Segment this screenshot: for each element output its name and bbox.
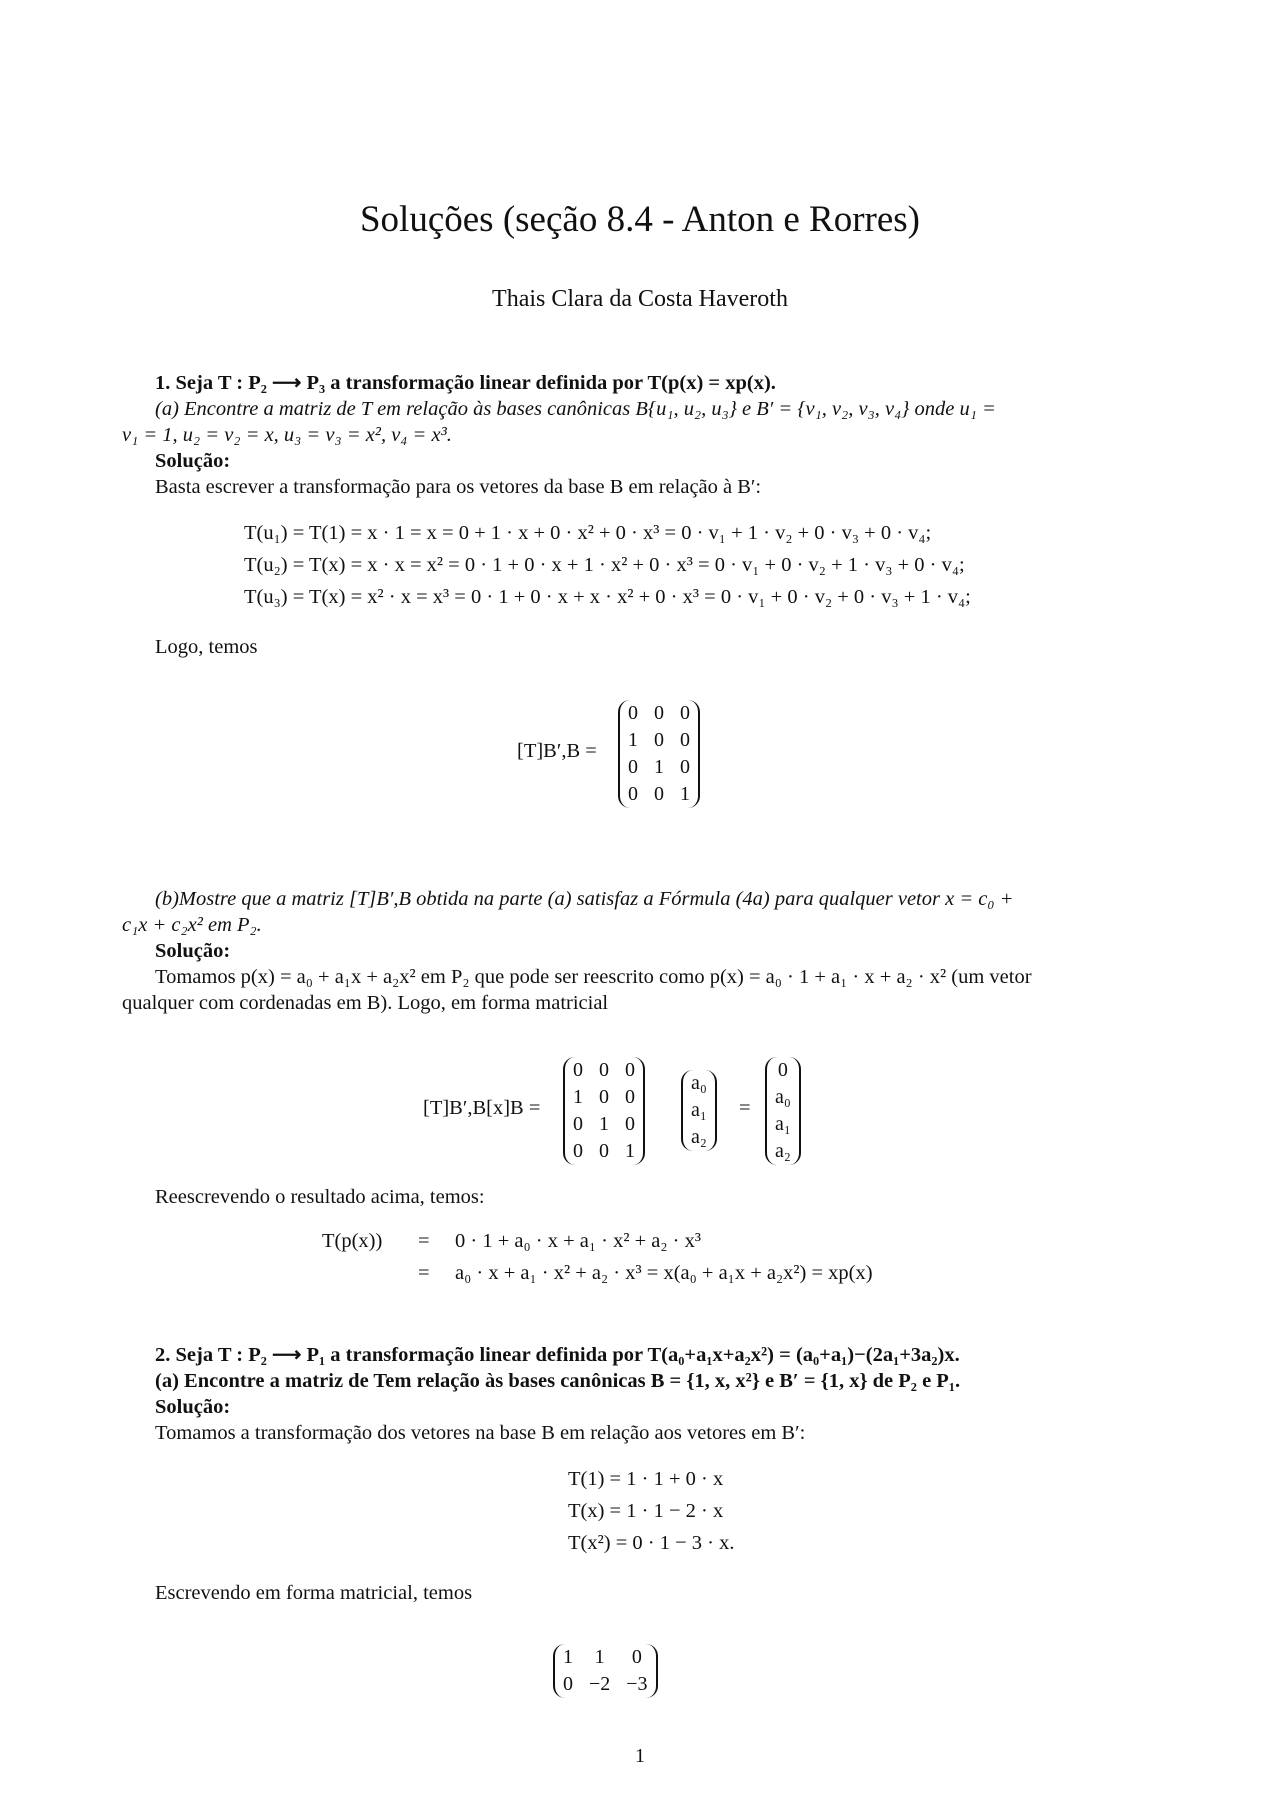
- q2-eq3: T(x²) = 0 · 1 − 3 · x.: [568, 1532, 735, 1554]
- q1b-matrix-cell: 1: [573, 1086, 583, 1108]
- page-number: 1: [635, 1745, 645, 1767]
- q1b-matrix: [565, 1057, 643, 1165]
- q2-matrix: [555, 1644, 656, 1698]
- q1b-result-vector-cell: a₂: [775, 1140, 791, 1162]
- q1b-label: [T]B′,B[x]B =: [423, 1097, 541, 1119]
- matrix-right-paren: [686, 700, 700, 808]
- q1b-matrix-cell: 0: [599, 1059, 609, 1081]
- vector-right-paren: [787, 1057, 801, 1165]
- q1a-line2: v₁ = 1, u₂ = v₂ = x, u₃ = v₃ = x², v₄ = x³.: [122, 424, 452, 446]
- q1b-matrix-cell: 0: [573, 1113, 583, 1135]
- q1b-result-vector-cell: a₀: [775, 1086, 791, 1108]
- q1b-line2: c₁x + c₂x² em P₂.: [122, 914, 262, 936]
- q1-solution-label: Solução:: [155, 450, 231, 472]
- q1b-coef-vector-cell: a₀: [691, 1072, 707, 1094]
- q1b-line1: (b)Mostre que a matriz [T]B′,B obtida na parte (a) satisfaz a Fórmula (4a) para qualquer vetor x = c₀ +: [155, 888, 1014, 910]
- q1-matrix-cell: 0: [628, 783, 638, 805]
- q1-matrix-cell: 0: [680, 729, 690, 751]
- q1b-matrix-cell: 0: [573, 1140, 583, 1162]
- q1-matrix-label: [T]B′,B =: [517, 740, 597, 762]
- q1b-matrix-cell: 1: [625, 1140, 635, 1162]
- q2-matrix-cell: −2: [589, 1673, 611, 1695]
- vector-right-paren: [703, 1070, 717, 1151]
- q2-matrix-cell: 0: [631, 1646, 642, 1668]
- matrix-left-paren: [563, 1057, 577, 1165]
- q2a-line: (a) Encontre a matriz de Tem relação às bases canônicas B = {1, x, x²} e B′ = {1, x} de P₂ e P₁.: [155, 1370, 961, 1392]
- q1-rewrite: Reescrevendo o resultado acima, temos:: [155, 1186, 485, 1208]
- q2-matrix-row: [555, 1644, 656, 1671]
- matrix-right-paren: [631, 1057, 645, 1165]
- q1b-result-vector-cell: a₁: [775, 1113, 791, 1135]
- q2-eq2: T(x) = 1 · 1 − 2 · x: [568, 1500, 724, 1522]
- q1b-matrix-cell: 0: [599, 1140, 609, 1162]
- q1-rewrite-eq1: =: [418, 1230, 430, 1252]
- q1b-solution-label: Solução:: [155, 940, 231, 962]
- q2-escrevendo: Escrevendo em forma matricial, temos: [155, 1582, 473, 1604]
- q2-matrix-row: [555, 1671, 656, 1698]
- q1-matrix: [620, 700, 698, 808]
- q1-matrix-cell: 1: [628, 729, 638, 751]
- matrix-left-paren: [553, 1644, 567, 1698]
- q1-matrix-cell: 0: [654, 783, 664, 805]
- vector-left-paren: [681, 1070, 695, 1151]
- q2-matrix-cell: 0: [563, 1673, 573, 1695]
- q1-matrix-cell: 0: [628, 702, 638, 724]
- q1b-coef-vector-cell: a₁: [691, 1099, 707, 1121]
- q1b-matrix-cell: 0: [573, 1059, 583, 1081]
- q1-heading: 1. Seja T : P₂ ⟶ P₃ a transformação linear definida por T(p(x) = xp(x).: [155, 372, 776, 394]
- q1b-result-vector: [767, 1057, 799, 1165]
- author-name: Thais Clara da Costa Haveroth: [492, 286, 788, 312]
- q1-rewrite-lhs: T(p(x)): [322, 1230, 383, 1252]
- q1-matrix-cell: 1: [680, 783, 690, 805]
- q1b-coef-vector: [683, 1070, 715, 1151]
- q1-eq3: T(u₃) = T(x) = x² · x = x³ = 0 · 1 + 0 · x + x · x² + 0 · x³ = 0 · v₁ + 0 · v₂ + 0 · v₃ + 1 · v₄;: [244, 586, 971, 608]
- q1-matrix-cell: 0: [680, 702, 690, 724]
- q1b-matrix-cell: 1: [599, 1113, 609, 1135]
- q1-matrix-cell: 0: [628, 756, 638, 778]
- q2-solution-label: Solução:: [155, 1396, 231, 1418]
- q1b-matrix-cell: 0: [625, 1113, 635, 1135]
- q2-matrix-cell: 1: [594, 1646, 605, 1668]
- q1-matrix-cell: 1: [654, 756, 664, 778]
- q2-heading: 2. Seja T : P₂ ⟶ P₁ a transformação linear definida por T(a₀+a₁x+a₂x²) = (a₀+a₁)−(2a₁+3a₂)x.: [155, 1344, 960, 1366]
- matrix-left-paren: [618, 700, 632, 808]
- q1-eq1: T(u₁) = T(1) = x · 1 = x = 0 + 1 · x + 0 · x² + 0 · x³ = 0 · v₁ + 1 · v₂ + 0 · v₃ + 0 · v₄;: [244, 522, 932, 544]
- q1-intro: Basta escrever a transformação para os vetores da base B em relação à B′:: [155, 476, 762, 498]
- q1-rewrite-line2: a₀ · x + a₁ · x² + a₂ · x³ = x(a₀ + a₁x + a₂x²) = xp(x): [455, 1262, 873, 1284]
- q2-matrix-cell: 1: [563, 1646, 573, 1668]
- q1-matrix-cell: 0: [654, 702, 664, 724]
- q1b-matrix-cell: 0: [625, 1059, 635, 1081]
- q1b-coef-vector-cell: a₂: [691, 1126, 707, 1148]
- vector-left-paren: [765, 1057, 779, 1165]
- q1b-matrix-cell: 0: [599, 1086, 609, 1108]
- q1-matrix-cell: 0: [680, 756, 690, 778]
- q2-eq1: T(1) = 1 · 1 + 0 · x: [568, 1468, 724, 1490]
- q1-matrix-cell: 0: [654, 729, 664, 751]
- q2-matrix-cell: −3: [626, 1673, 648, 1695]
- q1-logo: Logo, temos: [155, 636, 258, 658]
- q1b-equals: =: [739, 1097, 751, 1119]
- q1b-text1: Tomamos p(x) = a₀ + a₁x + a₂x² em P₂ que pode ser reescrito como p(x) = a₀ · 1 + a₁ · x + a₂ · x² (um vetor: [155, 966, 1032, 988]
- matrix-right-paren: [644, 1644, 658, 1698]
- q1-eq2: T(u₂) = T(x) = x · x = x² = 0 · 1 + 0 · x + 1 · x² + 0 · x³ = 0 · v₁ + 0 · v₂ + 1 · v₃ + 0 · v₄;: [244, 554, 965, 576]
- q1-rewrite-line1: 0 · 1 + a₀ · x + a₁ · x² + a₂ · x³: [455, 1230, 702, 1252]
- q1b-text2: qualquer com cordenadas em B). Logo, em forma matricial: [122, 992, 609, 1014]
- q1b-result-vector-cell: 0: [777, 1059, 788, 1081]
- q1b-matrix-cell: 0: [625, 1086, 635, 1108]
- q1a-line1: (a) Encontre a matriz de T em relação às bases canônicas B{u₁, u₂, u₃} e B′ = {v₁, v₂, v₃, v₄} onde u₁ =: [155, 398, 996, 420]
- q2-intro: Tomamos a transformação dos vetores na base B em relação aos vetores em B′:: [155, 1422, 806, 1444]
- q1-rewrite-eq2: =: [418, 1262, 430, 1284]
- page-title: Soluções (seção 8.4 - Anton e Rorres): [359, 199, 920, 240]
